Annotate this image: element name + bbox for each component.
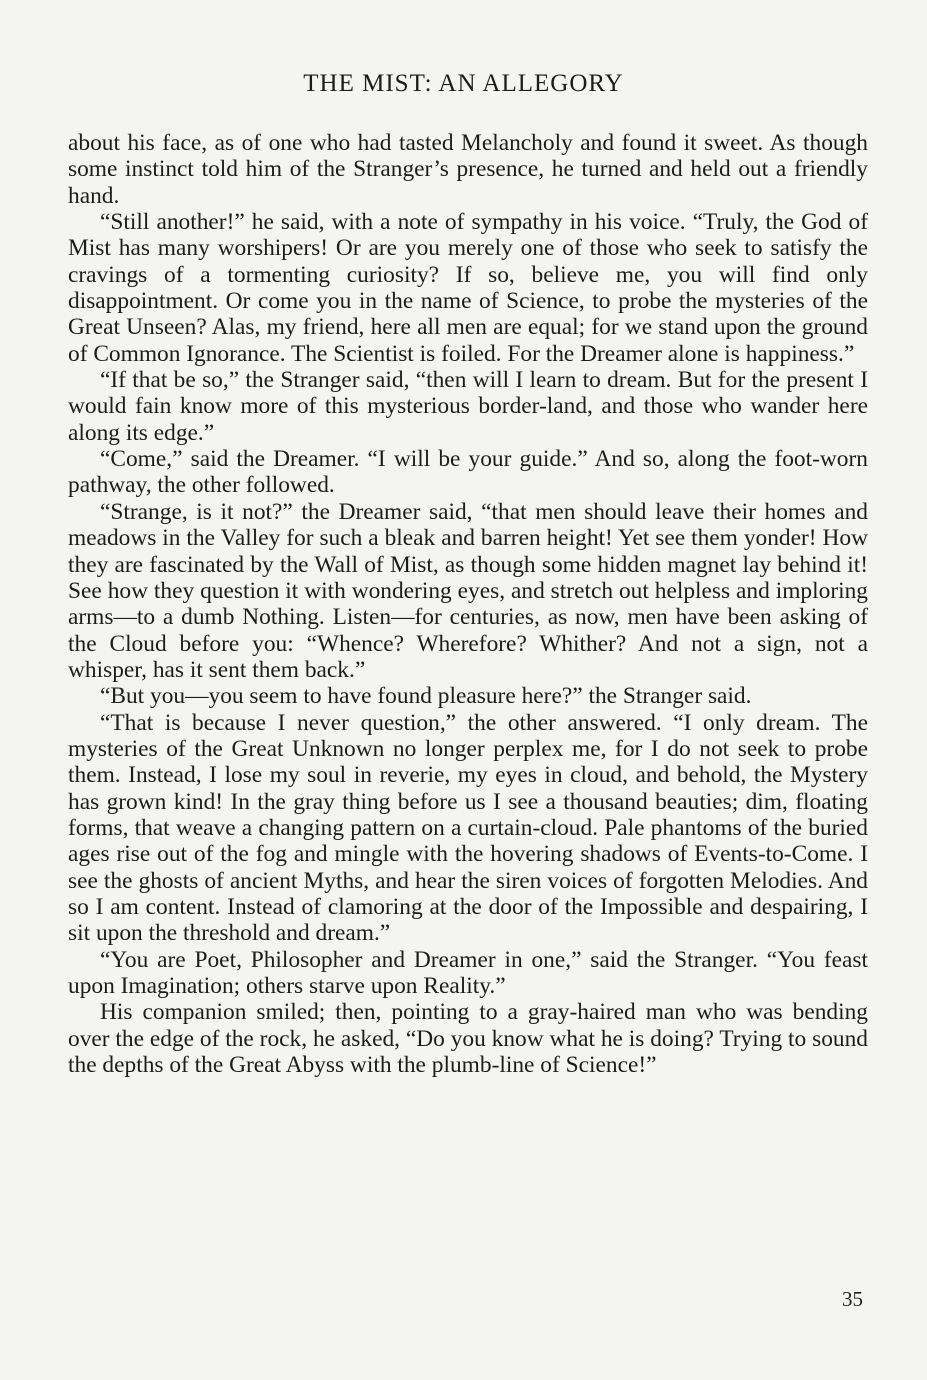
running-head: THE MIST: AN ALLEGORY — [303, 70, 624, 97]
paragraph: “Come,” said the Dreamer. “I will be your guide.” And so, along the foot-worn pathway, the other followed. — [68, 446, 868, 499]
paragraph: “But you—you seem to have found pleasure here?” the Stranger said. — [100, 683, 752, 710]
paragraph: “You are Poet, Philosopher and Dreamer in one,” said the Stranger. “You feast upon Imagination; others starve upon Reality.” — [68, 946, 868, 999]
page-number: 35 — [842, 1287, 863, 1311]
paragraph: “If that be so,” the Stranger said, “then will I learn to dream. But for the present I would fain know more of this mysterious border-land, and those who wander here along its edge.” — [68, 367, 868, 446]
paragraph: His companion smiled; then, pointing to a gray-haired man who was bending over the edge of the rock, he asked, “Do you know what he is doing? Trying to sound the depths of the Great Abyss with the plumb-line of Science!” — [68, 999, 868, 1079]
paragraph: “Still another!” he said, with a note of sympathy in his voice. “Truly, the God of Mist has many worshipers! Or are you merely one of those who seek to satisfy the cravings of a tormenting curiosity? If so, believe me, you will find only disappointment. Or come you in the name of Science, to probe the mysteries of the Great Unseen? Alas, my friend, here all men are equal; for we stand upon the ground of Common Ignorance. The Scientist is foiled. For the Dreamer alone is happiness.” — [68, 209, 868, 367]
body-text — [68, 130, 868, 1078]
paragraph: “Strange, is it not?” the Dreamer said, “that men should leave their homes and meadows in the Valley for such a bleak and barren height! Yet see them yonder! How they are fascinated by the Wall of Mist, as though some hidden magnet lay behind it! See how they question it with wondering eyes, and stretch out helpless and imploring arms—to a dumb Nothing. Listen—for centuries, as now, men have been asking of the Cloud before you: “Whence? Wherefore? Whither? And not a sign, not a whisper, has it sent them back.” — [68, 498, 868, 683]
paragraph-continued: about his face, as of one who had tasted Melancholy and found it sweet. As though some instinct told him of the Stranger’s presence, he turned and held out a friendly hand. — [68, 130, 868, 209]
paragraph: “That is because I never question,” the other answered. “I only dream. The mysteries of the Great Unknown no longer perplex me, for I do not seek to probe them. Instead, I lose my soul in reverie, my eyes in cloud, and behold, the Mystery has grown kind! In the gray thing before us I see a thousand beauties; dim, floating forms, that weave a changing pattern on a curtain-cloud. Pale phantoms of the buried ages rise out of the fog and mingle with the hovering shadows of Events-to-Come. I see the ghosts of ancient Myths, and hear the siren voices of forgotten Melodies. And so I am content. Instead of clamoring at the door of the Impossible and despairing, I sit upon the threshold and dream.” — [68, 709, 868, 947]
